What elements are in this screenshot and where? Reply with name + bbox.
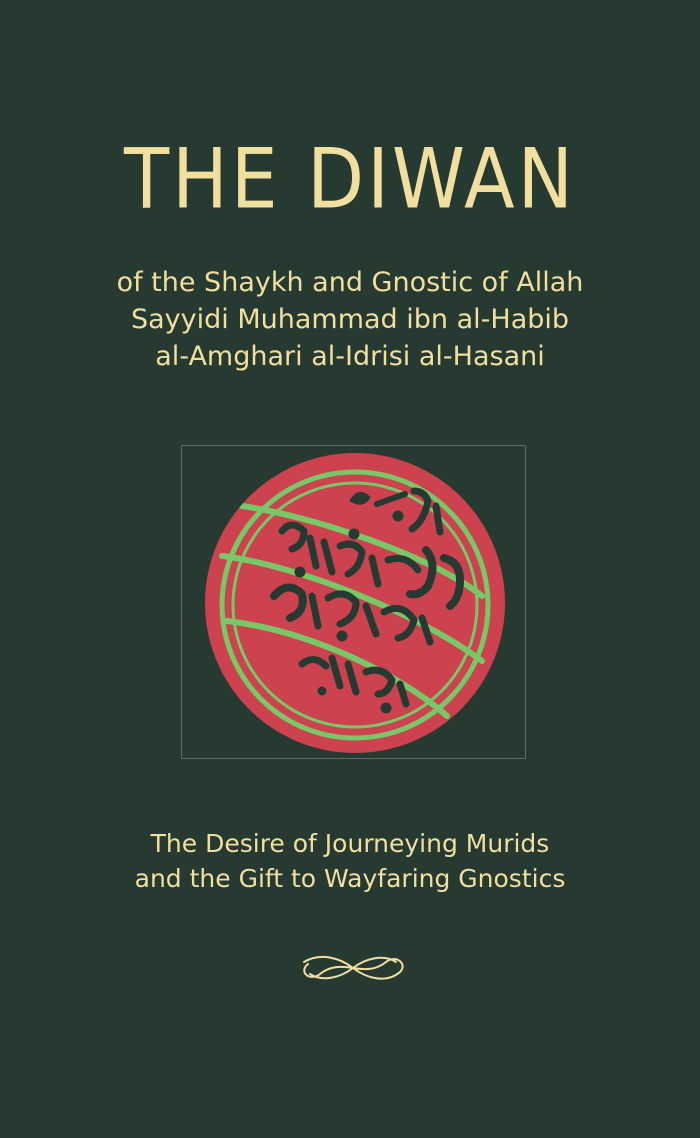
book-title: THE DIWAN [123,131,577,228]
subtitle-line: of the Shaykh and Gnostic of Allah [116,267,584,298]
tagline-line: and the Gift to Wayfaring Gnostics [134,864,566,893]
flourish-ornament-icon [300,950,406,986]
subtitle-line: al-Amghari al-Idrisi al-Hasani [155,341,545,372]
seal-frame [181,445,526,759]
book-tagline [0,826,700,896]
subtitle-line: Sayyidi Muhammad ibn al-Habib [130,304,570,335]
tagline-line: The Desire of Journeying Murids [150,829,550,858]
round-arabic-seal-icon [182,446,527,760]
book-subtitle [0,264,700,375]
